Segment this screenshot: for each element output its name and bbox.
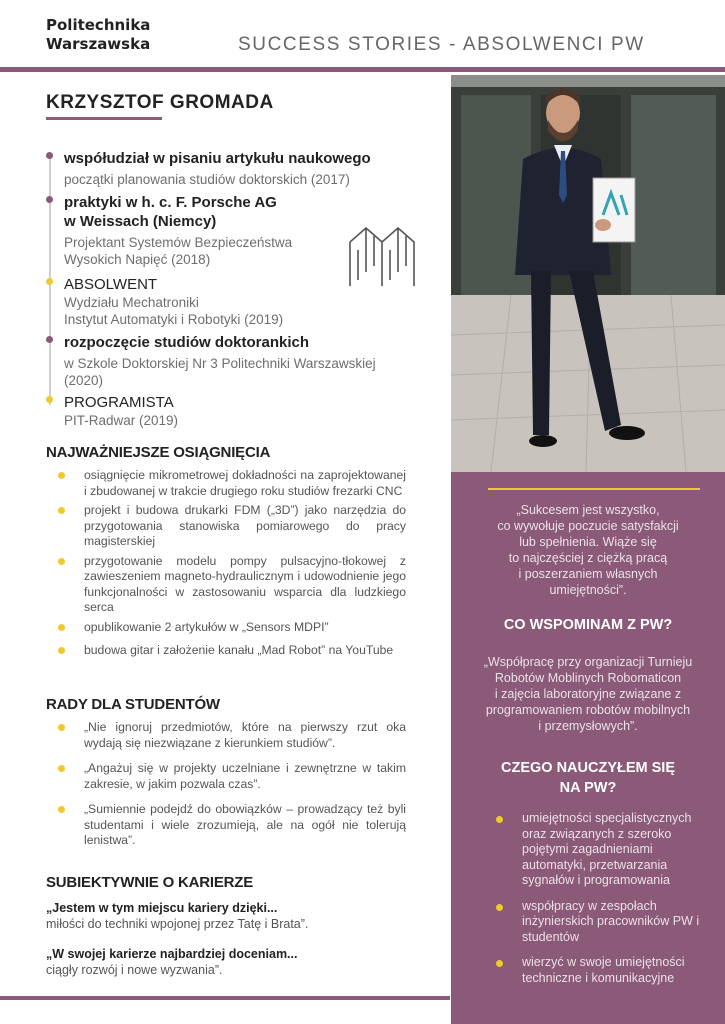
logo-line-1: Politechnika [46,16,151,34]
timeline-subtitle: początki planowania studiów doktorskich (2017) [64,172,350,187]
list-item-text: osiągnięcie mikrometrowej dokładności na zaprojektowanej i zbudowanej w trakcie drugiego roku studiów frezarki CNC [84,468,406,498]
remember-text: „Współpracę przy organizacji Turnieju Robotów Moblinych Robomaticon i zajęcia laboratoryjne związane z programowaniem robotów mobilnych i przemysłowych”. [483,655,693,733]
timeline-subtitle: Wydziału Mechatroniki Instytut Automatyki i Robotyki (2019) [64,295,284,327]
bottom-divider [0,996,450,1000]
timeline-title: rozpoczęcie studiów doktorankich [64,334,310,351]
learned-heading: CZEGO NAUCZYŁEM SIĘ NA PW? [500,760,675,796]
learned-list [492,811,714,996]
logo-line-2: Warszawska [46,35,151,53]
bullet-icon [58,765,65,772]
list-item [46,643,406,659]
timeline-dot [46,396,53,403]
bullet-icon [58,507,65,514]
timeline-dot [46,278,53,285]
career-heading: SUBIEKTYWNIE O KARIERZE [46,874,254,891]
list-item-text: opublikowanie 2 artykułów w „Sensors MDPI” [84,619,329,634]
page-title: SUCCESS STORIES - ABSOLWENCI PW [238,34,645,55]
career-quote-lead: „Jestem w tym miejscu kariery dzięki... [46,901,278,915]
timeline-title: praktyki w h. c. F. Porsche AG w Weissach (Niemcy) [64,194,277,230]
panel-accent-line [488,488,700,490]
name-underline [46,117,162,120]
timeline-dot [46,152,53,159]
list-item [46,554,406,616]
photo-illustration [451,75,725,472]
bullet-icon [496,816,503,823]
timeline-dot [46,336,53,343]
list-item-text: przygotowanie modelu pompy pulsacyjno-tłokowej z zawieszeniem magneto-hydraulicznym i udowodnienie jego funkcjonalności w zastosowaniu wsparcia dla ludzkiego serca [84,553,406,614]
person-photo [451,75,725,472]
pw-monogram-icon [346,222,418,292]
timeline-item [64,393,424,429]
timeline-dot [46,196,53,203]
advice-heading: RADY DLA STUDENTÓW [46,696,220,713]
advice-list [46,720,406,853]
bullet-icon [496,904,503,911]
bullet-icon [58,624,65,631]
list-item-text: umiejętności specjalistycznych oraz związanych z szeroko pojętymi zagadnieniami automatyki, przetwarzania sygnałów i programowania [522,811,692,887]
list-item [492,955,714,986]
timeline-subtitle: w Szkole Doktorskiej Nr 3 Politechniki Warszawskiej (2020) [64,356,376,388]
achievements-list [46,468,406,663]
bullet-icon [58,472,65,479]
list-item [46,620,406,636]
career-quote-2 [46,946,426,978]
bullet-icon [496,960,503,967]
list-item-text: „Angażuj się w projekty uczelniane i zewnętrzne w takim zakresie, w jakim pozwala czas”. [84,761,406,791]
top-divider [0,67,725,72]
list-item-text: wierzyć w swoje umiejętności techniczne i komunikacyjne [522,955,685,985]
list-item [492,811,714,889]
list-item [46,503,406,550]
list-item-text: „Nie ignoruj przedmiotów, które na pierwszy rzut oka wydają się niezwiązane z kierunkiem studiów”. [84,720,406,750]
timeline-subtitle: PIT-Radwar (2019) [64,413,179,428]
timeline-subtitle: Projektant Systemów Bezpieczeństwa Wysokich Napięć (2018) [64,235,293,267]
list-item [46,468,406,499]
career-quote-1 [46,900,426,932]
motto-quote: „Sukcesem jest wszystko, co wywołuje poczucie satysfakcji lub spełnienia. Wiąże się to najczęściej z ciężką pracą i poszerzaniem własnych umiejętności”. [497,503,679,597]
timeline-title: ABSOLWENT [64,276,158,293]
remember-heading: CO WSPOMINAM Z PW? [503,617,673,633]
bullet-icon [58,806,65,813]
list-item [46,720,406,751]
list-item [492,899,714,946]
list-item-text: projekt i budowa drukarki FDM („3D”) jako narzędzia do przygotowania stanowiska pomiarowego do pracy magisterskiej [84,503,406,548]
bullet-icon [58,647,65,654]
achievements-heading: NAJWAŻNIEJSZE OSIĄGNIĘCIA [46,444,271,461]
career-quote-text: ciągły rozwój i nowe wyzwania”. [46,963,223,977]
list-item-text: budowa gitar i założenie kanału „Mad Robot” na YouTube [84,643,394,657]
list-item-text: „Sumiennie podejdź do obowiązków – prowadzący też byli studentami i wiele zrozumieją, ale na ogół nie tolerują lenistwa”. [84,802,406,847]
bullet-icon [58,558,65,565]
timeline-title: współudział w pisaniu artykułu naukowego [64,150,371,167]
career-quote-text: miłości do techniki wpojonej przez Tatę i Brata”. [46,917,309,931]
timeline-item [64,149,424,188]
timeline-title: PROGRAMISTA [64,394,174,411]
university-logo [46,16,150,54]
list-item [46,802,406,849]
person-name: KRZYSZTOF GROMADA [46,92,274,113]
bullet-icon [58,724,65,731]
career-quote-lead: „W swojej karierze najbardziej doceniam... [46,947,298,961]
list-item-text: współpracy w zespołach inżynierskich pracowników PW i studentów [522,898,700,944]
list-item [46,761,406,792]
timeline-item [64,333,424,389]
